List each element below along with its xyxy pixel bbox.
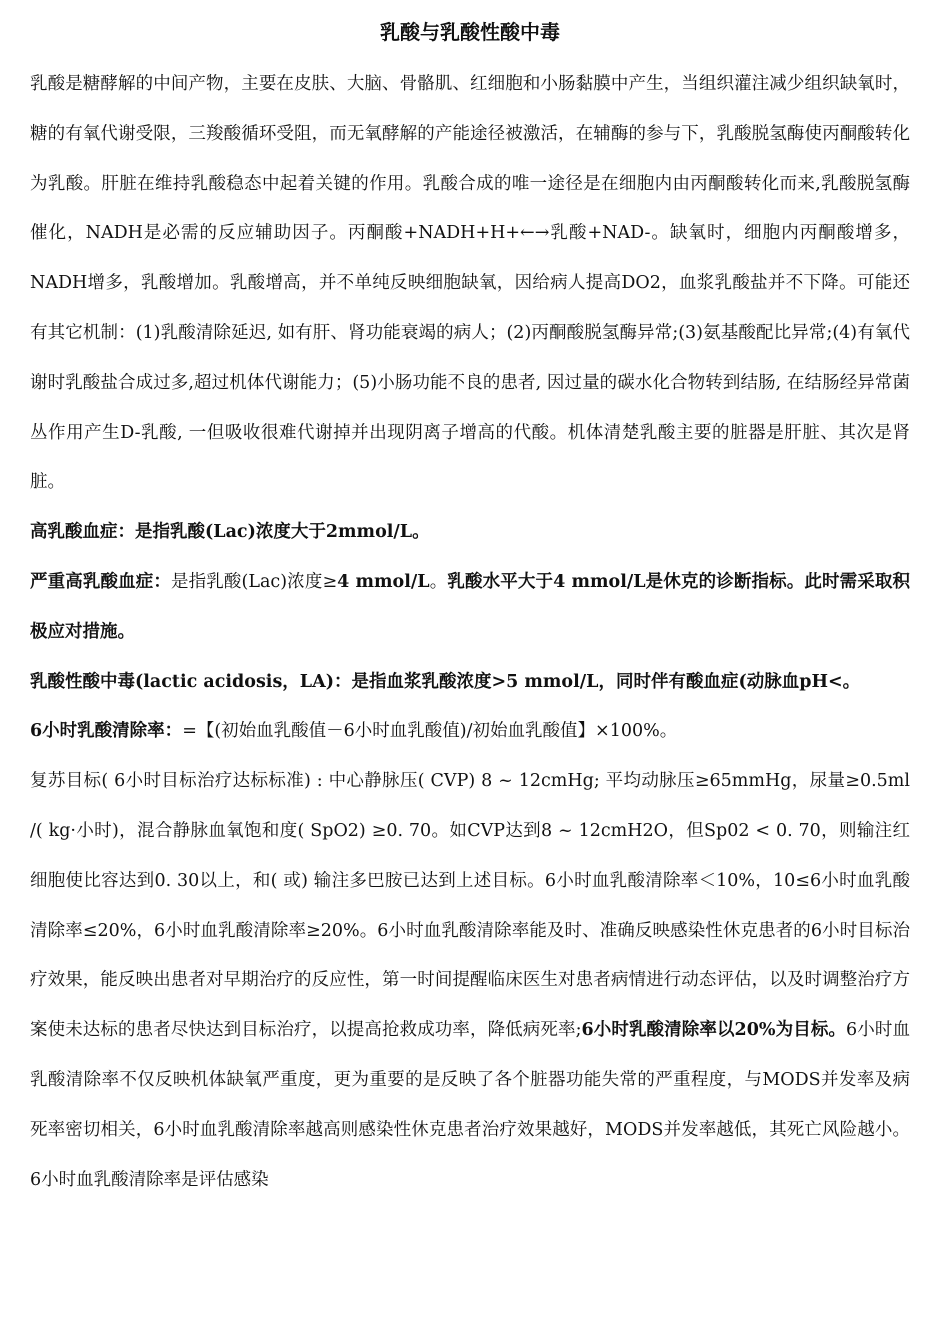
clearance-formula: =【(初始血乳酸值－6小时血乳酸值)/初始血乳酸值】×100%。 [182,721,678,742]
severe-hyperlactatemia-paragraph [30,558,910,658]
clearance-formula-paragraph [30,707,910,757]
intro-paragraph: 乳酸是糖酵解的中间产物，主要在皮肤、大脑、骨骼肌、红细胞和小肠黏膜中产生，当组织灌注减少组织缺氧时，糖的有氧代谢受限，三羧酸循环受阻，而无氧酵解的产能途径被激活，在辅酶的参与下，乳酸脱氢酶使丙酮酸转化为乳酸。肝脏在维持乳酸稳态中起着关键的作用。乳酸合成的唯一途径是在细胞内由丙酮酸转化而来,乳酸脱氢酶催化，NADH是必需的反应辅助因子。丙酮酸+NADH+H+←→乳酸+NAD-。缺氧时，细胞内丙酮酸增多，NADH增多，乳酸增加。乳酸增高，并不单纯反映细胞缺氧，因给病人提高DO2，血浆乳酸盐并不下降。可能还有其它机制：(1)乳酸清除延迟, 如有肝、肾功能衰竭的病人；(2)丙酮酸脱氢酶异常;(3)氨基酸配比异常;(4)有氧代谢时乳酸盐合成过多,超过机体代谢能力；(5)小肠功能不良的患者, 因过量的碳水化合物转到结肠, 在结肠经异常菌丛作用产生D-乳酸, 一但吸收很难代谢掉并出现阴离子增高的代酸。机体清楚乳酸主要的脏器是肝脏、其次是肾脏。 [30,74,910,493]
severe-period: 。 [429,571,448,592]
severe-note: 乳酸水平大于4 mmol/L是休克的诊断指标。此时需采取积极应对措施。 [30,571,910,642]
severe-definition: 是指乳酸(Lac)浓度≥ [171,571,338,592]
clearance-goal: 6小时乳酸清除率以20%为目标。 [581,1020,847,1041]
hyperlactatemia-definition: 高乳酸血症：是指乳酸(Lac)浓度大于2mmol/L。 [30,522,430,543]
resuscitation-text-2: 6小时血乳酸清除率不仅反映机体缺氧严重度，更为重要的是反映了各个脏器功能失常的严重程度，与MODS并发率及病死率密切相关，6小时血乳酸清除率越高则感染性休克患者治疗效果越好，MODS并发率越低，其死亡风险越小。6小时血乳酸清除率是评估感染 [30,1020,910,1190]
resuscitation-text-1: 复苏目标( 6小时目标治疗达标标准) : 中心静脉压( CVP) 8 ~ 12cmHg; 平均动脉压≥65mmHg，尿量≥0.5ml /( kg·小时)，混合静脉血氧饱和度( SpO2) ≥0. 70。如CVP达到8 ~ 12cmH2O，但Sp02 < 0. 70，则输注红细胞使比容达到0. 30以上，和( 或) 输注多巴胺已达到上述目标。6小时血乳酸清除率＜10%，10≤6小时血乳酸清除率≤20%，6小时血乳酸清除率≥20%。6小时血乳酸清除率能及时、准确反映感染性休克患者的6小时目标治疗效果，能反映出患者对早期治疗的反应性，第一时间提醒临床医生对患者病情进行动态评估，以及时调整治疗方案使未达标的患者尽快达到目标治疗，以提高抢救成功率，降低病死率; [30,771,910,1041]
clearance-label: 6小时乳酸清除率： [30,721,183,742]
severe-label: 严重高乳酸血症： [30,571,172,592]
document-body [30,60,910,1205]
page-title: 乳酸与乳酸性酸中毒 [380,20,560,44]
resuscitation-paragraph [30,757,910,1205]
severe-threshold: 4 mmol/L [337,571,430,592]
lactic-acidosis-definition: 乳酸性酸中毒(lactic acidosis，LA)：是指血浆乳酸浓度>5 mmol/L，同时伴有酸血症(动脉血pH<。 [30,671,861,692]
